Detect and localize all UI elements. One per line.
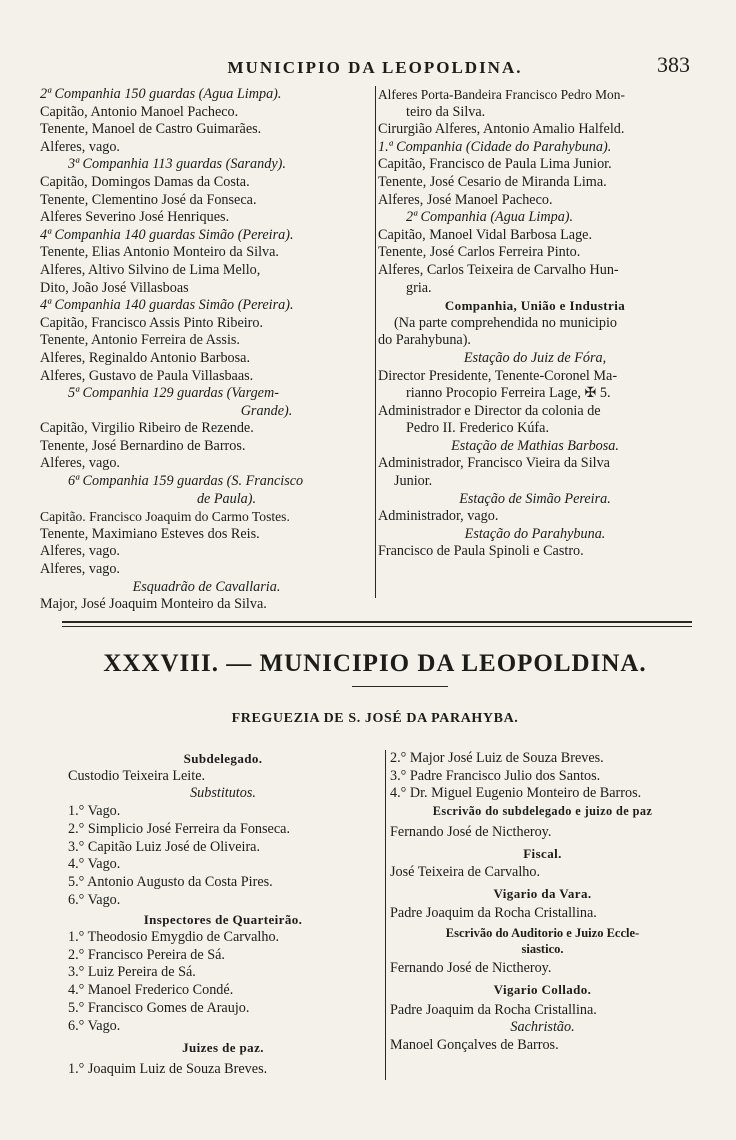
list-item: 4.° Dr. Miguel Eugenio Monteiro de Barros. [390, 785, 642, 802]
list-item: 2.° Major José Luiz de Souza Breves. [390, 750, 604, 766]
list-item: 4.° Vago. [68, 856, 121, 873]
list-item: Padre Joaquim da Rocha Cristallina. [390, 904, 597, 921]
list-item: Capitão, Francisco Assis Pinto Ribeiro. [40, 314, 264, 331]
station-heading: Estação de Simão Pereira. [459, 490, 611, 507]
company-heading: 2ª Companhia 150 guardas (Agua Limpa). [40, 86, 282, 102]
list-item: Alferes Severino José Henriques. [40, 209, 230, 226]
chapter-title: XXXVIII. — MUNICIPIO DA LEOPOLDINA. [103, 650, 647, 677]
list-item: Alferes, vago. [40, 543, 120, 560]
list-item: Manoel Gonçalves de Barros. [390, 1037, 559, 1054]
list-item: Fernando José de Nictheroy. [390, 960, 552, 977]
list-item: Alferes, Gustavo de Paula Villasbaas. [40, 367, 254, 384]
list-item: Alferes, José Manoel Pacheco. [378, 191, 553, 208]
escrivao-heading: Escrivão do subdelegado e juizo de paz [432, 804, 653, 819]
list-item: Capitão. Francisco Joaquim do Carmo Tostes. [40, 509, 290, 525]
list-item: Administrador, vago. [378, 508, 499, 525]
list-item: Alferes Porta-Bandeira Francisco Pedro Mon- [378, 87, 625, 102]
list-item: José Teixeira de Carvalho. [390, 864, 541, 881]
list-item: Major, José Joaquim Monteiro da Silva. [40, 596, 267, 613]
list-item: Alferes, vago. [40, 455, 120, 472]
list-item-cont: Pedro II. Frederico Kúfa. [406, 420, 550, 437]
section-divider [62, 621, 692, 627]
list-item: 4.° Manoel Frederico Condé. [68, 982, 234, 999]
list-item: Cirurgião Alferes, Antonio Amalio Halfeld. [378, 121, 625, 138]
list-item: (Na parte comprehendida no municipio [394, 314, 617, 331]
list-item: Alferes, Altivo Silvino de Lima Mello, [40, 261, 261, 278]
list-item: Administrador, Francisco Vieira da Silva [378, 455, 610, 472]
list-item: Capitão, Virgilio Ribeiro de Rezende. [40, 420, 254, 437]
list-item: Tenente, Elias Antonio Monteiro da Silva. [40, 244, 279, 261]
vigario-vara-heading: Vigario da Vara. [493, 885, 592, 901]
list-item-cont: Junior. [394, 473, 433, 490]
vigario-collado-heading: Vigario Collado. [493, 982, 592, 998]
bottom-left-column [68, 750, 378, 1079]
list-item: 3.° Luiz Pereira de Sá. [68, 964, 196, 981]
list-item: Capitão, Manoel Vidal Barbosa Lage. [378, 226, 593, 243]
list-item: Fernando José de Nictheroy. [390, 823, 552, 840]
list-item: Tenente, Maximiano Esteves dos Reis. [40, 525, 260, 542]
page-number: 383 [657, 52, 690, 77]
list-item: Director Presidente, Tenente-Coronel Ma- [378, 367, 618, 384]
list-item: Tenente, Clementino José da Fonseca. [40, 191, 257, 208]
station-heading: Estação do Juiz de Fóra, [463, 349, 607, 366]
list-item-cont: rianno Procopio Ferreira Lage, ✠ 5. [406, 385, 611, 402]
list-item: 5.° Antonio Augusto da Costa Pires. [68, 873, 273, 890]
company-heading: 1.ª Companhia (Cidade do Parahybuna). [378, 138, 612, 155]
list-item: Capitão, Antonio Manoel Pacheco. [40, 103, 239, 120]
list-item: 6.° Vago. [68, 891, 121, 908]
list-item: Alferes, vago. [40, 561, 120, 578]
list-item-cont: teiro da Silva. [406, 103, 486, 120]
list-item: Alferes, vago. [40, 138, 120, 155]
bottom-right-column [390, 750, 695, 1055]
list-item: 6.° Vago. [68, 1017, 121, 1034]
section-subheading: Esquadrão de Cavallaria. [132, 578, 281, 595]
list-item: Alferes, Carlos Teixeira de Carvalho Hun- [378, 261, 619, 278]
station-heading: Estação de Mathias Barbosa. [451, 437, 619, 454]
list-item: 1.° Vago. [68, 803, 121, 820]
section-subheading: Companhia, União e Industria [444, 298, 626, 314]
list-item: Capitão, Francisco de Paula Lima Junior. [378, 156, 612, 173]
company-heading: 4ª Companhia 140 guardas Simão (Pereira). [40, 297, 294, 314]
list-item: Capitão, Domingos Damas da Costa. [40, 173, 250, 190]
list-item-cont: gria. [406, 279, 432, 296]
list-item: Tenente, José Cesario de Miranda Lima. [378, 173, 607, 190]
column-divider [375, 86, 376, 598]
list-item: 2.° Francisco Pereira de Sá. [68, 946, 225, 963]
list-item: 3.° Capitão Luiz José de Oliveira. [68, 838, 261, 855]
list-item: Dito, João José Villasboas [40, 279, 189, 296]
left-column [40, 86, 373, 614]
list-item: 2.° Simplicio José Ferreira da Fonseca. [68, 820, 290, 837]
company-heading: 5ª Companhia 129 guardas (Vargem- [68, 385, 279, 402]
list-item-cont: do Parahybuna). [378, 332, 471, 349]
subdelegado-heading: Subdelegado. [183, 751, 263, 766]
list-item: Francisco de Paula Spinoli e Castro. [378, 543, 584, 560]
list-item: 1.° Theodosio Emygdio de Carvalho. [68, 929, 280, 946]
sachristao-heading: Sachristão. [510, 1019, 575, 1036]
company-heading: 2ª Companhia (Agua Limpa). [406, 209, 574, 226]
station-heading: Estação do Parahybuna. [464, 525, 606, 542]
inspectores-heading: Inspectores de Quarteirão. [143, 912, 303, 928]
company-heading-cont: Grande). [240, 402, 293, 419]
list-item: 5.° Francisco Gomes de Araujo. [68, 999, 250, 1016]
page-title: MUNICIPIO DA LEOPOLDINA. [227, 58, 523, 77]
list-item: Tenente, José Bernardino de Barros. [40, 437, 246, 454]
list-item: Alferes, Reginaldo Antonio Barbosa. [40, 349, 251, 366]
right-column [378, 86, 692, 561]
section-title: FREGUEZIA DE S. JOSÉ DA PARAHYBA. [231, 711, 519, 726]
list-item: Tenente, Antonio Ferreira de Assis. [40, 332, 240, 349]
company-heading: 4ª Companhia 140 guardas Simão (Pereira). [40, 226, 294, 243]
escrivao-auditorio-heading: Escrivão do Auditorio e Juizo Eccle- [445, 926, 640, 941]
running-header [60, 52, 690, 80]
list-item: Custodio Teixeira Leite. [68, 767, 206, 784]
fiscal-heading: Fiscal. [523, 845, 562, 861]
company-heading: 6ª Companhia 159 guardas (S. Francisco [68, 473, 304, 490]
juizes-heading: Juizes de paz. [182, 1040, 264, 1056]
list-item: Tenente, Manoel de Castro Guimarães. [40, 121, 262, 138]
list-item: Tenente, José Carlos Ferreira Pinto. [378, 244, 581, 261]
escrivao-auditorio-heading-cont: siastico. [521, 941, 564, 956]
list-item: Padre Joaquim da Rocha Cristallina. [390, 1001, 597, 1018]
list-item: Administrador e Director da colonia de [378, 402, 601, 419]
list-item: 1.° Joaquim Luiz de Souza Breves. [68, 1060, 268, 1077]
company-heading-cont: de Paula). [196, 490, 257, 507]
column-divider [385, 750, 386, 1080]
title-underline [352, 686, 448, 687]
list-item: 3.° Padre Francisco Julio dos Santos. [390, 767, 601, 784]
substitutos-heading: Substitutos. [190, 785, 256, 802]
company-heading: 3ª Companhia 113 guardas (Sarandy). [68, 156, 286, 173]
